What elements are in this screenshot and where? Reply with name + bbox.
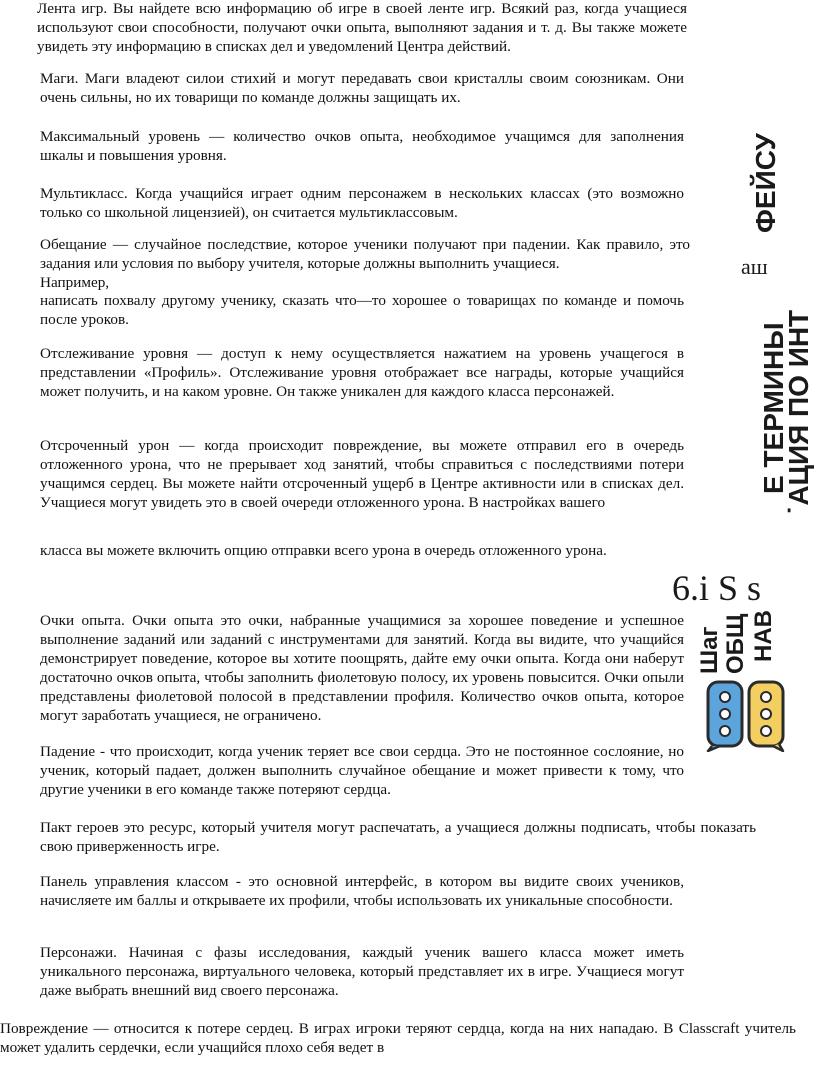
side-text-terminy: Е ТЕРМИНЫ: [758, 322, 789, 494]
chat-bubble-blue-icon: [706, 680, 746, 752]
paragraph-game-feed: Лента игр. Вы найдете всю информацию об игре в своей ленте игр. Всякий раз, когда учащиеся используют свои способности, получают очки опыта, выполняют задания и т. д. Вы также можете увидеть эту информацию в списках дел и уведомлений Центра действий.: [37, 0, 687, 55]
paragraph-class-dashboard: Панель управления классом - это основной интерфейс, в котором вы видите своих учеников, начисляете им баллы и открываете их профили, чтобы использовать их уникальные способности.: [40, 873, 684, 909]
paragraph-hero-pact: Пакт героев это ресурс, который учителя могут распечатать, а учащиеся должны подписать, чтобы показать свою приверженность игре.: [40, 819, 756, 855]
paragraph-characters: Персонажи. Начиная с фазы исследования, каждый ученик вашего класса может иметь уникального персонажа, виртуального человека, который представляет их в игре. Учащиеся могут даже выбрать внешний вид своего персонажа.: [40, 944, 684, 999]
chat-bubble-yellow-icon: [747, 680, 787, 752]
side-text-faysu: ФЕЙСУ: [750, 133, 781, 233]
paragraph-multiclass: Мультикласс. Когда учащийся играет одним персонажем в нескольких классах (это возможно только со школьной лицензией), он считается мультиклассовым.: [40, 185, 684, 221]
paragraph-mages: Маги. Маги владеют силои стихий и могут передавать свои кристаллы своим союзникам. Они очень сильны, но их товарищи по команде должны защищать их.: [40, 70, 684, 106]
paragraph-max-level: Максимальный уровень — количество очков опыта, необходимое учащимся для заполнения шкалы и повышения уровня.: [40, 128, 684, 164]
paragraph-delayed-damage: Отсроченный урон — когда происходит повреждение, вы можете отправил его в очередь отложенного урона, что не прерывает ход занятий, чтобы справиться с последствиями потери учащимся сердец. Вы можете найти отсроченный ущерб в Центре активности или в списках дел. Учащиеся могут увидеть это в своей очереди отложенного урона. В настройках вашего: [40, 437, 684, 511]
paragraph-praise: написать похвалу другому ученику, сказать что—то хорошее о товарищах по команде и помочь после уроков.: [40, 292, 684, 328]
side-text-sixis: 6.i S s: [672, 568, 762, 608]
side-text-atsiya: ˙АЦИЯ ПО ИНТ: [783, 309, 814, 515]
paragraph-for-example: Например,: [40, 274, 110, 291]
paragraph-fall: Падение - что происходит, когда ученик теряет все свои сердца. Это не постоянное сослояние, но ученик, который падает, должен выполнить случайное обещание и может привести к тому, что другие ученики в его команде также потеряют сердца.: [40, 743, 684, 798]
paragraph-xp: Очки опыта. Очки опыта это очки, набранные учащимися за хорошее поведение и успешное выполнение заданий или заданий с инструментами для занятий. Когда вы видите, что учащийся демонстрирует поведение, которое вы хотите поощрять, дайте ему очки опыта. Когда они наберут достаточно очков опыта, чтобы заполнить фиолетовую полосу, их уровень повысится. Очки опыли представлены фиолетовой полосой в представлении профиля. Количество очков опыта, которое могут заработать учащиеся, не ограничено.: [40, 612, 684, 724]
side-text-nav: НАВ: [750, 610, 777, 662]
side-text-ash: аш: [741, 254, 768, 279]
paragraph-level-tracking: Отслеживание уровня — доступ к нему осуществляется нажатием на уровень учащегося в представлении «Профиль». Отслеживание уровня отображает все награды, которые учащийся может получить, и на каком уровне. Он также уникален для каждого класса персонажей.: [40, 345, 684, 400]
side-text-obsh: ОБЩ: [722, 613, 749, 674]
paragraph-damage: Повреждение — относится к потере сердец. В играх игроки теряют сердца, когда на них нападаю. В Classcraft учитель может удалить сердечки, если учащийся плохо себя ведет в: [0, 1020, 796, 1056]
side-text-shag: Шаг: [696, 626, 723, 674]
paragraph-promise: Обещание — случайное последствие, которое ученики получают при падении. Как правило, это задания или условия по выбору учителя, которые должны выполнить учащиеся.: [40, 236, 690, 272]
paragraph-delayed-damage-settings: класса вы можете включить опцию отправки всего урона в очередь отложенного урона.: [40, 542, 607, 559]
